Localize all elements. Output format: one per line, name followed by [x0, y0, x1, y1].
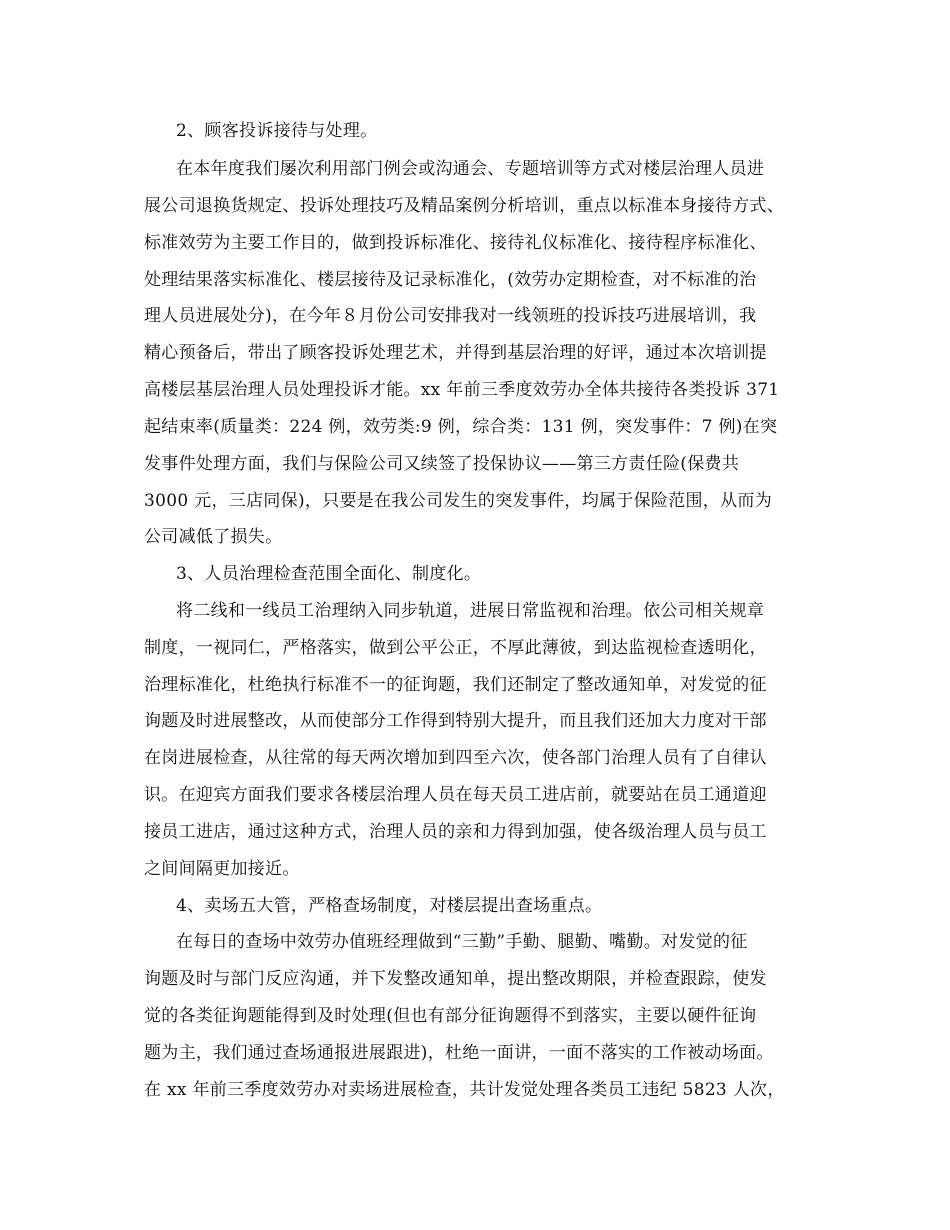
paragraph-line: 治理标准化，杜绝执行标准不一的征询题，我们还制定了整改通知单，对发觉的征	[144, 675, 767, 695]
section-heading-2: 2、顾客投诉接待与处理。	[176, 121, 378, 141]
paragraph-line: 在本年度我们屡次利用部门例会或沟通会、专题培训等方式对楼层治理人员进	[176, 159, 765, 179]
paragraph-line: 3000 元，三店同保)，只要是在我公司发生的突发事件，均属于保险范围，从而为	[144, 491, 772, 511]
paragraph-line: 将二线和一线员工治理纳入同步轨道，进展日常监视和治理。依公司相关规章	[176, 601, 765, 621]
paragraph-line: 高楼层基层治理人员处理投诉才能。xx 年前三季度效劳办全体共接待各类投诉 371	[144, 380, 780, 400]
paragraph-line: 发事件处理方面，我们与保险公司又续签了投保协议——第三方责任险(保费共	[144, 454, 740, 474]
paragraph-line: 展公司退换货规定、投诉处理技巧及精品案例分析培训，重点以标准本身接待方式、	[144, 196, 785, 216]
paragraph-line: 询题及时进展整改，从而使部分工作得到特别大提升，而且我们还加大力度对干部	[144, 711, 767, 731]
paragraph-line: 识。在迎宾方面我们要求各楼层治理人员在每天员工进店前，就要站在员工通道迎	[144, 785, 767, 805]
paragraph-line: 精心预备后，带出了顾客投诉处理艺术，并得到基层治理的好评，通过本次培训提	[144, 343, 767, 363]
paragraph-line: 在 xx 年前三季度效劳办对卖场进展检查，共计发觉处理各类员工违纪 5823 人次，	[144, 1080, 785, 1100]
paragraph-line: 理人员进展处分)，在今年８月份公司安排我对一线领班的投诉技巧进展培训，我	[144, 306, 757, 326]
paragraph-line: 在每日的查场中效劳办值班经理做到“三勤”手勤、腿勤、嘴勤。对发觉的征	[176, 932, 748, 952]
paragraph-line: 之间间隔更加接近。	[144, 859, 300, 879]
paragraph-line: 接员工进店，通过这种方式，治理人员的亲和力得到加强，使各级治理人员与员工	[144, 822, 767, 842]
section-heading-3: 3、人员治理检查范围全面化、制度化。	[176, 564, 482, 584]
paragraph-line: 在岗进展检查，从往常的每天两次增加到四至六次，使各部门治理人员有了自律认	[144, 748, 767, 768]
paragraph-line: 标准效劳为主要工作目的，做到投诉标准化、接待礼仪标准化、接待程序标准化、	[144, 233, 767, 253]
paragraph-line: 处理结果落实标准化、楼层接待及记录标准化，(效劳办定期检查，对不标准的治	[144, 270, 757, 290]
section-heading-4: 4、卖场五大管，严格查场制度，对楼层提出查场重点。	[176, 896, 603, 916]
paragraph-line: 询题及时与部门反应沟通，并下发整改通知单，提出整改期限，并检查跟踪，使发	[144, 969, 767, 989]
paragraph-line: 公司减低了损失。	[144, 527, 283, 547]
paragraph-line: 制度，一视同仁，严格落实，做到公平公正，不厚此薄彼，到达监视检查透明化，	[144, 638, 767, 658]
paragraph-line: 觉的各类征询题能得到及时处理(但也有部分征询题得不到落实，主要以硬件征询	[144, 1006, 757, 1026]
paragraph-line: 题为主，我们通过查场通报进展跟进)，杜绝一面讲，一面不落实的工作被动场面。	[144, 1043, 774, 1063]
paragraph-line: 起结束率(质量类：224 例，效劳类:9 例，综合类：131 例，突发事件：7 例)在突	[144, 417, 778, 437]
